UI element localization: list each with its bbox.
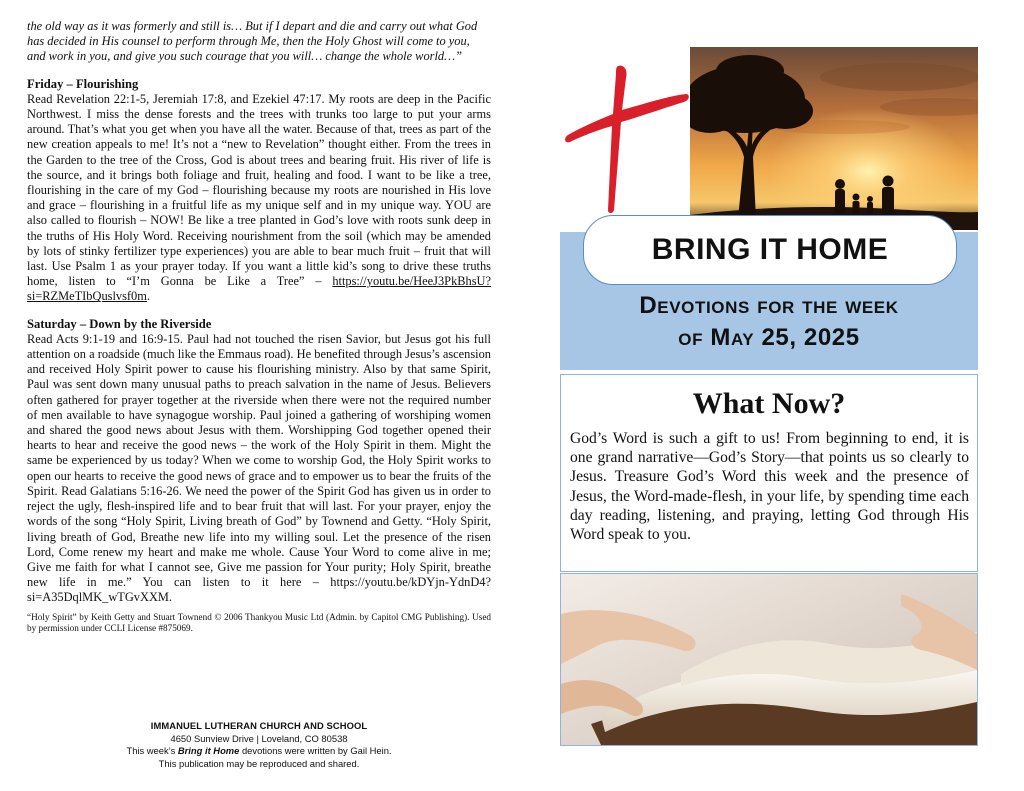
song-credit: “Holy Spirit” by Keith Getty and Stuart Townend © 2006 Thankyou Music Ltd (Admin. by Capitol CMG Publishing). Used by permission under CCLI License #875069.	[27, 611, 491, 633]
church-name: IMMANUEL LUTHERAN CHURCH AND SCHOOL	[150, 720, 368, 731]
author-title: Bring it Home	[177, 745, 240, 757]
friday-text: Read Revelation 22:1-5, Jeremiah 17:8, and Ezekiel 47:17. My roots are deep in the Pacific Northwest. I miss the dense forests and the trees with trunks too large to put your arms around. That’s what you get when you have all the water. Because of that, trees as part of the new creation appeals to me! It’s not a “new to Revelation” thought either. From the trees in the Garden to the tree of the Cross, God is about trees and bearing fruit. His river of life is the source, and it brings both foliage and fruit, healing and food. I want to be like a tree, flourishing in the care of my God – flourishing because my roots are nourished in His love and grace – flourishing in a fruitful life as my unique self and in my unique way. YOU are also called to flourish – NOW! Be like a tree planted in God’s love with roots sunk deep in the truths of His Holy Word. Receiving nourishment from the soil (which may be amended by lots of stinky fertilizer type experiences) you are able to bear much fruit – fruit that will last. Use Psalm 1 as your prayer today. If you want a little kid’s song to drive these truths home, listen to “I’m Gonna be Like a Tree” –	[27, 91, 491, 289]
saturday-heading	[27, 317, 491, 332]
saturday-title: Down by the Riverside	[89, 316, 212, 331]
what-now-body: God’s Word is such a gift to us! From beginning to end, it is one grand narrative—God’s Story—that points us so clearly to Jesus. Treasure God’s Word this week and the presence of Jesus, the Word-made-flesh, in your life, by spending time each day reading, listening, and praying, letting God through His Word speak to you.	[570, 430, 969, 544]
week-date: of May 25, 2025	[678, 324, 860, 351]
author-line	[27, 745, 491, 758]
friday-body	[27, 92, 491, 305]
page-title: BRING IT HOME	[583, 215, 957, 285]
friday-sep: –	[63, 76, 76, 91]
church-address: 4650 Sunview Drive | Loveland, CO 80538	[170, 732, 348, 744]
saturday-sep: –	[76, 316, 90, 331]
what-now-heading: What Now?	[692, 387, 846, 420]
author-post: devotions were written by Gail Hein.	[239, 745, 392, 757]
author-pre: This week’s	[126, 745, 178, 757]
left-column	[27, 19, 491, 634]
lead-quote: the old way as it was formerly and still is… But if I depart and die and carry out what God has decided in His counsel to perform through Me, then the Holy Ghost will come to you, and work in you, and give you such courage that you will… change the whole world…”	[27, 19, 478, 64]
friday-title: Flourishing	[75, 76, 139, 91]
what-now-box	[560, 374, 978, 572]
open-bible-image	[560, 573, 978, 746]
friday-end: .	[146, 289, 150, 304]
cross-logo-icon	[564, 64, 692, 214]
saturday-day: Saturday	[27, 316, 77, 331]
sunset-tree-family-image	[690, 47, 978, 230]
friday-day: Friday	[27, 76, 64, 91]
friday-song-link[interactable]: https://youtu.be/HeeJ3PkBhsU?si=RZMeTIbQuslvsf0m	[27, 274, 491, 304]
reproduce-note: This publication may be reproduced and shared.	[158, 757, 360, 769]
saturday-body: Read Acts 9:1-19 and 16:9-15. Paul had not touched the risen Savior, but Jesus got his full attention on a roadside (much like the Emmaus road). He benefited through Jesus’s ascension and received Holy Spirit power to cause his flourishing ministry. Also by that same Spirit, Paul was sent down many unusual paths to preach salvation in the name of Jesus. Believers often gathered for prayer together at the riverside when there were not the required number of men available to have synagogue worship. Paul joined a gathering of worshiping women and shared the good news about Jesus with them. Worshipping God together opened their hearts to hear and receive the good news – the work of the Holy Spirit in them. Might the same be experienced by us today? When we come to worship God, the Holy Spirit works to open our hearts to receive the good news of grace and to empower us to bear the fruits of the Spirit. Read Galatians 5:16-26. We need the power of the Spirit God has given us in order to reject the ugly, flesh-inspired life and to bear fruit that will last. For your prayer, enjoy the words of the song “Holy Spirit, Living breath of God” by Townend and Getty. “Holy Spirit, living breath of God, Breathe new life into my willing soul. Let the presence of the risen Lord, Come renew my heart and make me whole. Cause Your Word to come alive in me; Give me faith for what I cannot see, Give me passion for Your purity; Holy Spirit, breathe new life in me.” You can listen to it here – https://youtu.be/kDYjn-YdnD4?si=A35DqlMK_wTGvXXM.	[27, 331, 491, 605]
footer	[27, 720, 491, 770]
friday-heading	[27, 77, 491, 92]
devotions-subtitle: Devotions for the week	[639, 292, 899, 319]
